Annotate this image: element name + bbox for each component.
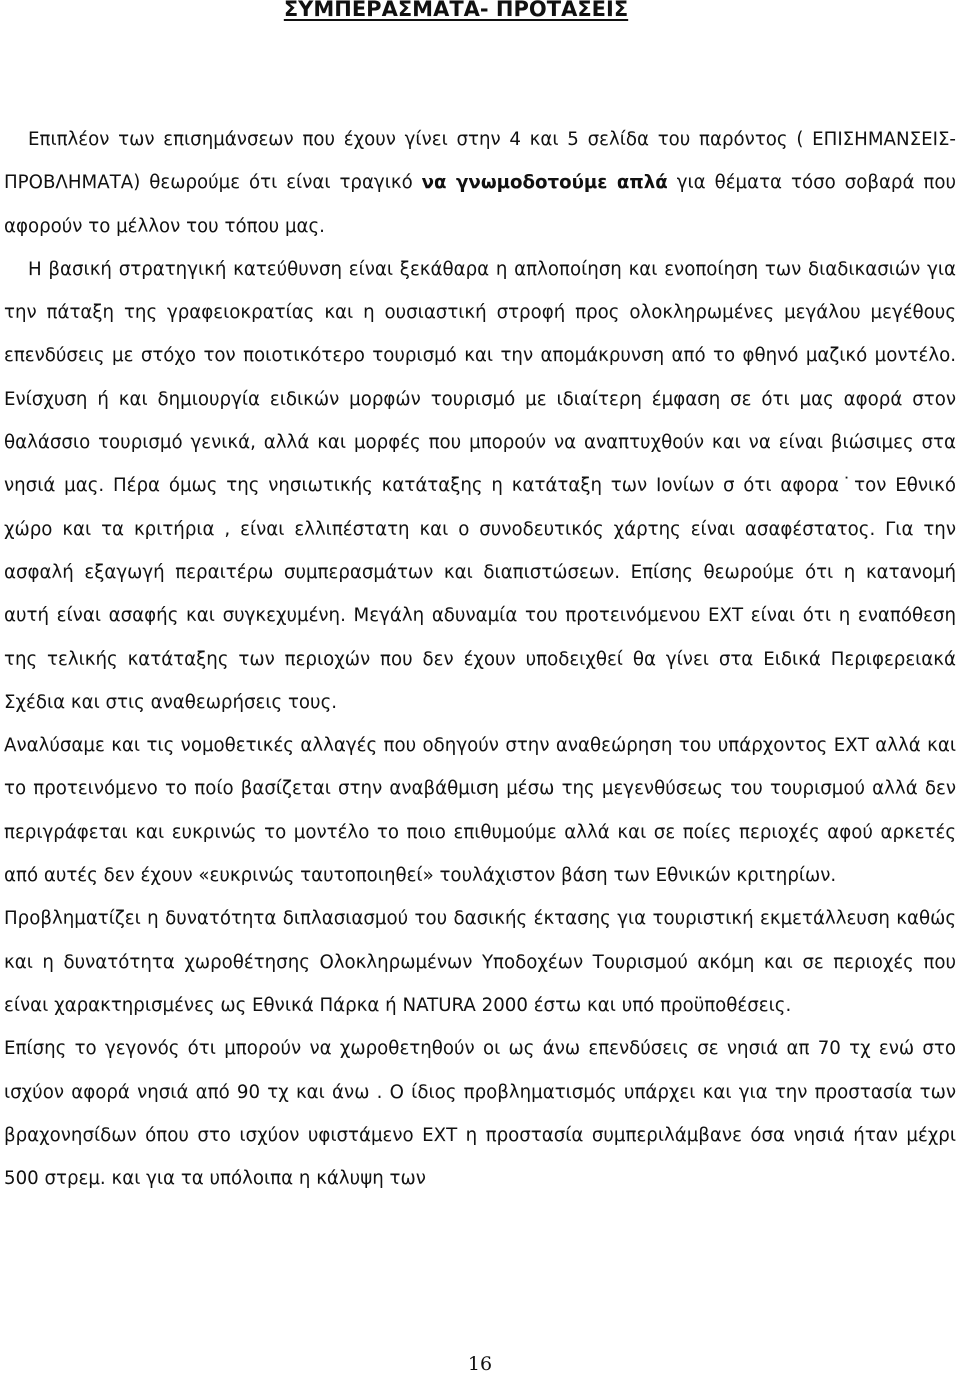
paragraph-islands: Επίσης το γεγονός ότι μπορούν να χωροθετηθούν οι ως άνω επενδύσεις σε νησιά απ 70 τχ ενώ στο ισχύον αφορά νησιά από 90 τχ και άνω . Ο ίδιος προβληματισμός υπάρχει και για την προστασία των βραχονησίδων όπου στο ισχύον υφιστάμενο ΕΧΤ η προστασία συμπεριλάμβανε όσα νησιά ήταν μέχρι 500 στρεμ. και για τα υπόλοιπα η κάλυψη των: [4, 1038, 956, 1190]
paragraph-intro-text-end: για θέματα τόσο σοβαρά που αφορούν το μέλλον του τόπου μας.: [4, 172, 957, 237]
paragraph-intro-text: Επιπλέον των επισημάνσεων που έχουν γίνει στην 4 και 5 σελίδα του παρόντος ( ΕΠΙΣΗΜΑΝΣΕΙΣ-ΠΡΟΒΛΗΜΑΤΑ) θεωρούμε ότι είναι τραγικό: [4, 129, 956, 194]
page-title: ΣΥΜΠΕΡΑΣΜΑΤΑ- ΠΡΟΤΑΣΕΙΣ: [283, 0, 629, 21]
paragraph-intro: [4, 118, 956, 248]
page-number: 16: [467, 1353, 493, 1375]
paragraph-strategy: Η βασική στρατηγική κατεύθυνση είναι ξεκάθαρα η απλοποίηση και ενοποίηση των διαδικασιών για την πάταξη της γραφειοκρατίας και η ουσιαστική στροφή προς ολοκληρωμένες μεγάλου μεγέθους επενδύσεις με στόχο τον ποιοτικότερο τουρισμό και την απομάκρυνση από το φθηνό μαζικό μοντέλο. Ενίσχυση ή και δημιουργία ειδικών μορφών τουρισμό με ιδιαίτερη έμφαση σε ότι μας αφορά στον θαλάσσιο τουρισμό γενικά, αλλά και μορφές που μπορούν να αναπτυχθούν και να είναι βιώσιμες στα νησιά μας. Πέρα όμως της νησιωτικής κατάταξης η κατάταξη των Ιονίων σ ότι αφορα˙τον Εθνικό χώρο και τα κριτήρια , είναι ελλιπέστατη και ο συνοδευτικός χάρτης είναι ασαφέστατος. Για την ασφαλή εξαγωγή περαιτέρω συμπερασμάτων και διαπιστώσεων. Επίσης θεωρούμε ότι η κατανομή αυτή είναι ασαφής και συγκεχυμένη. Μεγάλη αδυναμία του προτεινόμενου ΕΧΤ είναι ότι η εναπόθεση της τελικής κατάταξης των περιοχών που δεν έχουν υποδειχθεί θα γίνει στα Ειδικά Περιφερειακά Σχέδια και στις αναθεωρήσεις τους.: [4, 258, 956, 713]
paragraph-intro-emphasis: να γνωμοδοτούμε απλά: [421, 172, 668, 194]
document-body: [4, 118, 956, 1200]
paragraph-legislation: Αναλύσαμε και τις νομοθετικές αλλαγές που οδηγούν στην αναθεώρηση του υπάρχοντος ΕΧΤ αλλά και το προτεινόμενο το ποίο βασίζεται στην αναβάθμιση μέσω της μεγενθύσεως του τουρισμού αλλά δεν περιγράφεται και ευκρινώς το μοντέλο το ποιο επιθυμούμε αλλά και σε ποίες περιοχές αφού αρκετές από αυτές δεν έχουν «ευκρινώς ταυτοποιηθεί» τουλάχιστον βάση των Εθνικών κριτηρίων.: [4, 735, 956, 887]
paragraph-forest-areas: Προβληματίζει η δυνατότητα διπλασιασμού του δασικής έκτασης για τουριστική εκμετάλλευση καθώς και η δυνατότητα χωροθέτησης Ολοκληρωμένων Υποδοχέων Τουρισμού ακόμη και σε περιοχές που είναι χαρακτηρισμένες ως Εθνικά Πάρκα ή NATURA 2000 έστω και υπό προϋποθέσεις.: [4, 908, 956, 1016]
